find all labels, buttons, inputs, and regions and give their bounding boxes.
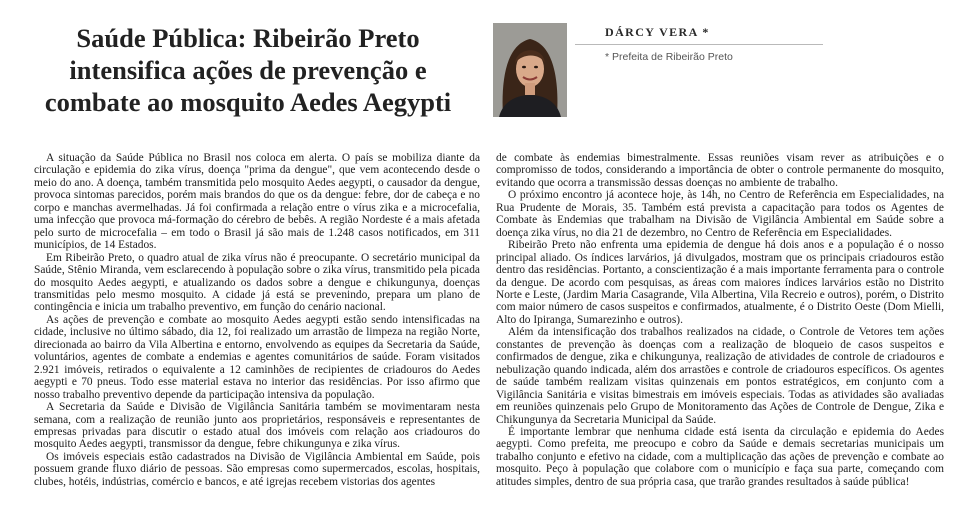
article-headline (22, 22, 474, 118)
author-name: DÁRCY VERA * (605, 25, 710, 39)
headline-line-2: intensifica ações de prevenção e (69, 55, 427, 85)
author-portrait-icon (493, 23, 567, 117)
paragraph: O próximo encontro já acontece hoje, às 14h, no Centro de Referência em Especialidades, na Rua Prudente de Morais, 35. Também está prevista a capacitação para todos os Agentes de Combate às Endemias que trabalham na Divisão de Vigilância Ambiental em Saúde sobre a doença zika vírus, no dia 21 de dezembro, no Centro de Referência em Especialidades. (496, 189, 944, 239)
paragraph: Ribeirão Preto não enfrenta uma epidemia de dengue há dois anos e a população é o nosso principal aliado. Os índices larvários, já divulgados, mostram que os principais criadouros estão dentro das residências. Portanto, a conscientização é a mais importante ferramenta para o controle da dengue. De acordo com pesquisas, as áreas com maiores índices larvários estão no Distrito Norte e Leste, (Jardim Maria Casagrande, Vila Albertina, Vila Recreio e outros), porém, o Distrito com maior número de casos suspeitos e confirmados, atualmente, é o Distrito Oeste (Dom Mielli, Alto do Ipiranga, Sumarezinho e outros). (496, 239, 944, 326)
headline-line-3: combate ao mosquito Aedes Aegypti (44, 87, 452, 117)
article-column-right (496, 152, 944, 488)
paragraph: A Secretaria da Saúde e Divisão de Vigilância Sanitária também se movimentaram nesta semana, com a realização de reunião junto aos proprietários, responsáveis e representantes de empresas privadas para discutir o estado atual dos imóveis com relação aos criadouros do mosquito Aedes aegypti, transmissor da dengue, febre chikungunya e zika vírus. (34, 401, 480, 451)
paragraph: A situação da Saúde Pública no Brasil nos coloca em alerta. O país se mobiliza diante da circulação e epidemia do zika vírus, doença "prima da dengue", que vem acontecendo desde o meio do ano. A doença, também transmitida pelo mosquito Aedes aegypti, o causador da dengue, provoca sintomas parecidos, porém mais brandos do que os da dengue: febre, dor de cabeça e no corpo e manchas avermelhadas. Já foi confirmada a relação entre o vírus zika e a microcefalia, uma infecção que provoca má-formação do cérebro de bebês. A região Nordeste é a mais afetada pelo surto de microcefalia – em todo o Brasil já são mais de 1.248 casos notificados, em 311 municípios, de 14 Estados. (34, 152, 480, 252)
paragraph: É importante lembrar que nenhuma cidade está isenta da circulação e epidemia do Aedes aegypti. Como prefeita, me preocupo e cobro da Saúde e demais secretarias municipais um trabalho conjunto e efetivo na cidade, com a multiplicação das ações de prevenção e combate ao mosquito. Peço à população que colabore com o município e faça sua parte, começando com atitudes simples, dentro de sua própria casa, que trarão grandes resultados à saúde pública! (496, 425, 944, 488)
author-photo (493, 23, 567, 117)
paragraph: Os imóveis especiais estão cadastrados na Divisão de Vigilância Ambiental em Saúde, pois possuem grande fluxo diário de pessoas. São empresas como supermercados, escolas, hospitais, clubes, hotéis, indústrias, comércio e bancos, e até igrejas recebem vistorias dos agentes (34, 450, 480, 488)
paragraph: As ações de prevenção e combate ao mosquito Aedes aegypti estão sendo intensificadas na cidade, inclusive no último sábado, dia 12, foi realizado um arrastão de limpeza na região Norte, direcionada ao bairro da Vila Albertina e entorno, envolvendo as equipes da Secretaria da Saúde, voluntários, agentes de combate a endemias e agentes comunitários de saúde. Foram visitados 2.921 imóveis, retirados o equivalente a 12 caminhões de recipientes de criadouros do Aedes aegypti e 70 pneus. Todo esse material estava no interior das residências. Por isso afirmo que nosso trabalho preventivo depende da participação intensiva da população. (34, 313, 480, 401)
author-divider (575, 44, 823, 45)
article-column-left (34, 152, 480, 488)
paragraph: Em Ribeirão Preto, o quadro atual de zika vírus não é preocupante. O secretário municipal da Saúde, Stênio Miranda, vem esclarecendo à população sobre o zika vírus, transmitido pela picada do mosquito Aedes aegypti, e atualizando os dados sobre a dengue e chikungunya, doenças transmitidas pelo mesmo mosquito. A cidade já está se prevenindo, prepara um plano de contingência e inicia um trabalho preventivo, em função do cenário nacional. (34, 251, 480, 314)
paragraph: de combate às endemias bimestralmente. Essas reuniões visam rever as atribuições e o compromisso de todos, considerando a importância de obter o controle permanente do mosquito, evitando que ocorra a transmissão dessas doenças no ambiente de trabalho. (496, 152, 944, 189)
author-role: * Prefeita de Ribeirão Preto (605, 51, 733, 63)
headline-line-1: Saúde Pública: Ribeirão Preto (76, 23, 420, 53)
paragraph: Além da intensificação dos trabalhos realizados na cidade, o Controle de Vetores tem ações constantes de prevenção às doenças com a realização de bloqueio de casos suspeitos e confirmados de dengue, zika e chikungunya, realização de atividades de controle de criadouros e nebulização quando indicada, além dos arrastões e controle de criadouros específicos. Os agentes de saúde também realizam visitas quinzenais em pontos estratégicos, em conjunto com a Vigilância Sanitária e visitas bimestrais em imóveis especiais. Todas as atividades são avaliadas em reuniões quinzenais pelo Grupo de Monitoramento das Ações de Controle de Dengue, Zika e Chikungunya da Secretaria Municipal da Saúde. (496, 326, 944, 426)
